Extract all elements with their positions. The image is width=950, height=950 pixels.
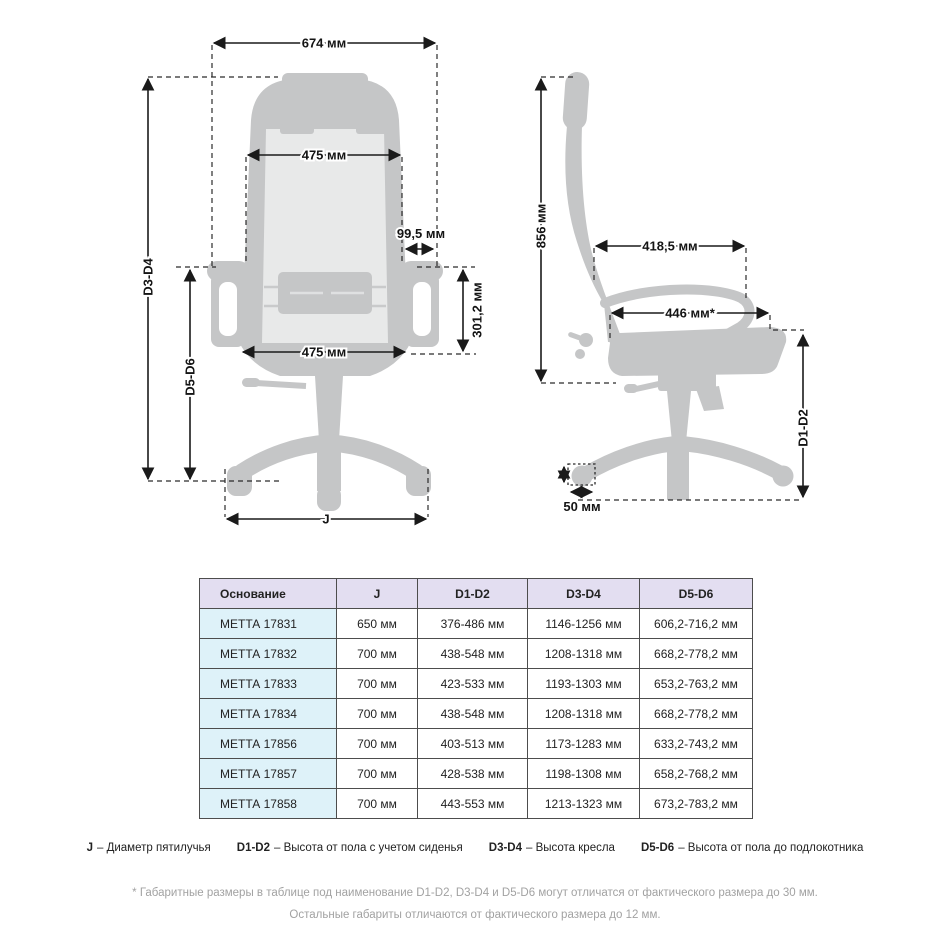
value-d1d2: 423-533 мм [418, 669, 528, 699]
legend-item-d3d4 [489, 842, 615, 854]
header-d1d2: D1-D2 [418, 579, 528, 609]
armrest-left [207, 261, 249, 347]
chair-side-view-diagram [520, 40, 850, 520]
chair-side-silhouette [562, 71, 793, 500]
legend-desc: – Высота кресла [526, 842, 615, 854]
value-j: 700 мм [337, 669, 418, 699]
value-d1d2: 403-513 мм [418, 729, 528, 759]
value-d1d2: 428-538 мм [418, 759, 528, 789]
dim-seat-depth: 446 мм* [665, 305, 715, 321]
value-d1d2: 438-548 мм [418, 639, 528, 669]
footnote-line2: Остальные габариты отличаются от фактического размера до 12 мм. [289, 909, 661, 921]
value-j: 700 мм [337, 789, 418, 819]
dimensions-table [199, 578, 753, 819]
value-d3d4: 1213-1323 мм [528, 789, 640, 819]
armrest-right [401, 261, 443, 347]
legend-desc: – Высота от пола до подлокотника [678, 842, 864, 854]
dim-base-diameter-label: J [322, 511, 330, 527]
chair-front-silhouette [207, 73, 446, 511]
value-d3d4: 1208-1318 мм [528, 699, 640, 729]
legend-key: D5-D6 [640, 842, 675, 854]
table-row [200, 729, 753, 759]
legend-key: D1-D2 [236, 842, 271, 854]
footnote-line1: * Габаритные размеры в таблице под наименование D1-D2, D3-D4 и D5-D6 могут отличатся от фактического размера до 30 мм. [132, 887, 818, 899]
value-d5d6: 606,2-716,2 мм [640, 609, 753, 639]
dim-chair-height-label: D3-D4 [140, 258, 156, 296]
value-d5d6: 653,2-763,2 мм [640, 669, 753, 699]
table-row [200, 609, 753, 639]
value-j: 700 мм [337, 699, 418, 729]
base-model: МЕТТА 17856 [200, 729, 337, 759]
base-model: МЕТТА 17834 [200, 699, 337, 729]
base-model: МЕТТА 17833 [200, 669, 337, 699]
dim-backrest-depth: 418,5 мм [642, 238, 698, 254]
value-d5d6: 668,2-778,2 мм [640, 699, 753, 729]
legend-item-d1d2 [237, 842, 463, 854]
legend-item-j [87, 842, 211, 854]
header-d3d4: D3-D4 [528, 579, 640, 609]
header-j: J [337, 579, 418, 609]
legend-key: J [86, 842, 93, 854]
legend-key: D3-D4 [488, 842, 522, 854]
value-d3d4: 1146-1256 мм [528, 609, 640, 639]
value-d1d2: 376-486 мм [418, 609, 528, 639]
dim-top-width: 674 мм [301, 35, 347, 51]
table-row [200, 789, 753, 819]
table-row [200, 639, 753, 669]
base-model: МЕТТА 17857 [200, 759, 337, 789]
header-d5d6: D5-D6 [640, 579, 753, 609]
dim-armrest-offset: 99,5 мм [396, 226, 446, 241]
value-d3d4: 1193-1303 мм [528, 669, 640, 699]
legend-desc: – Высота от пола с учетом сиденья [274, 842, 463, 854]
value-j: 700 мм [337, 639, 418, 669]
value-d1d2: 443-553 мм [418, 789, 528, 819]
value-d3d4: 1198-1308 мм [528, 759, 640, 789]
legend [0, 842, 950, 854]
header-base: Основание [200, 579, 337, 609]
dim-total-height: 856 мм [533, 203, 549, 249]
value-d3d4: 1173-1283 мм [528, 729, 640, 759]
base-model: МЕТТА 17831 [200, 609, 337, 639]
dim-caster-size: 50 мм [563, 499, 601, 514]
table-header-row [200, 579, 753, 609]
value-j: 650 мм [337, 609, 418, 639]
value-d5d6: 633,2-743,2 мм [640, 729, 753, 759]
value-d1d2: 438-548 мм [418, 699, 528, 729]
value-j: 700 мм [337, 759, 418, 789]
base-model: МЕТТА 17832 [200, 639, 337, 669]
value-d5d6: 668,2-778,2 мм [640, 639, 753, 669]
value-d5d6: 658,2-768,2 мм [640, 759, 753, 789]
legend-item-d5d6 [641, 842, 863, 854]
table-row [200, 699, 753, 729]
value-d3d4: 1208-1318 мм [528, 639, 640, 669]
dim-backrest-side-height: 301,2 мм [469, 282, 485, 338]
dim-armrest-height-label: D5-D6 [182, 358, 198, 396]
table-row [200, 669, 753, 699]
dim-backrest-width: 475 мм [301, 147, 347, 163]
base-model: МЕТТА 17858 [200, 789, 337, 819]
footnote [0, 882, 950, 926]
legend-desc: – Диаметр пятилучья [96, 842, 211, 854]
value-j: 700 мм [337, 729, 418, 759]
dim-seat-height-label: D1-D2 [795, 409, 811, 447]
value-d5d6: 673,2-783,2 мм [640, 789, 753, 819]
chair-front-view-diagram [130, 25, 490, 540]
dim-seat-width: 475 мм [301, 344, 347, 360]
table-row [200, 759, 753, 789]
